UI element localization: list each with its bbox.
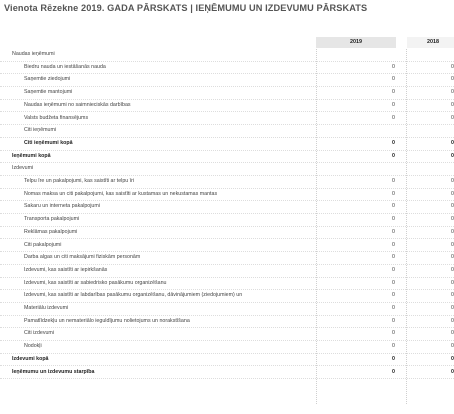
value-2019: 0 xyxy=(392,266,395,273)
row-label: Materiālu izdevumi xyxy=(24,305,69,311)
row-label: Citi ieņēmumi kopā xyxy=(24,139,73,146)
value-2018: 0 xyxy=(451,101,454,108)
row-label: Izdevumi, kas saistīti ar labdarības pasākumu organizēšanu, dāvinājumiem (ziedojumiem) un xyxy=(24,292,243,299)
value-2018: 0 xyxy=(451,216,454,223)
table-row xyxy=(0,240,454,253)
table-row xyxy=(0,189,454,202)
row-label: Ieņēmumi kopā xyxy=(12,152,51,159)
value-2018: 0 xyxy=(451,76,454,83)
value-2018: 0 xyxy=(451,114,454,121)
table-row xyxy=(0,303,454,316)
table-row xyxy=(0,252,454,265)
page-title: Vienota Rēzekne 2019. GADA PĀRSKATS | IEŅĒMUMU UN IZDEVUMU PĀRSKATS xyxy=(4,3,368,13)
table-row xyxy=(0,290,454,303)
value-2018: 0 xyxy=(451,330,454,337)
row-label: Nodokļi xyxy=(24,343,42,350)
value-2019: 0 xyxy=(392,216,395,223)
value-2018: 0 xyxy=(451,368,454,375)
value-2018: 0 xyxy=(451,228,454,235)
value-2018: 0 xyxy=(451,89,454,96)
value-2018: 0 xyxy=(451,139,454,146)
value-2019: 0 xyxy=(392,241,395,248)
value-2019: 0 xyxy=(392,368,395,375)
value-2019: 0 xyxy=(392,279,395,286)
row-label: Izdevumi, kas saistīti ar iepirkšanās xyxy=(24,266,108,273)
row-label: Izdevumi, kas saistīti ar sabiedrisko pasākumu organizēšanu xyxy=(24,279,167,286)
value-2019: 0 xyxy=(392,330,395,337)
value-2019: 0 xyxy=(392,89,395,96)
value-2019: 0 xyxy=(392,152,395,159)
table-row xyxy=(0,354,454,367)
row-label: Naudas ieņēmumi no saimnieciskās darbības xyxy=(24,101,131,108)
value-2018: 0 xyxy=(451,317,454,324)
table-row xyxy=(0,113,454,126)
value-2019: 0 xyxy=(392,254,395,261)
table-row xyxy=(0,87,454,100)
table-row xyxy=(0,341,454,354)
row-label: Naudas ieņēmumi xyxy=(12,51,55,57)
table-row xyxy=(0,201,454,214)
row-label: Citi pakalpojumi xyxy=(24,241,62,248)
row-label: Telpu īre un pakalpojumi, kas saistīti ar telpu īri xyxy=(24,178,135,184)
row-label: Izdevumi xyxy=(12,165,34,172)
row-label: Citi ieņēmumi xyxy=(24,127,57,134)
row-label: Nomas maksa un citi pakalpojumi, kas saistīti ar kustamas un nekustamas mantas xyxy=(24,190,218,197)
table-row xyxy=(0,163,454,176)
value-2018: 0 xyxy=(451,203,454,210)
row-label: Saņemtie ziedojumi xyxy=(24,76,71,83)
value-2018: 0 xyxy=(451,279,454,286)
value-2019: 0 xyxy=(392,317,395,324)
row-label: Darba algas un citi maksājumi fiziskām personām xyxy=(24,254,141,261)
value-2019: 0 xyxy=(392,178,395,184)
table-row xyxy=(0,62,454,75)
table-row xyxy=(0,316,454,329)
table-row xyxy=(0,328,454,341)
row-label: Sakaru un interneta pakalpojumi xyxy=(24,203,100,210)
row-label: Valsts budžeta finansējums xyxy=(24,114,89,121)
row-label: Izdevumi kopā xyxy=(12,355,49,362)
table-row xyxy=(0,138,454,151)
value-2019: 0 xyxy=(392,292,395,299)
value-2018: 0 xyxy=(451,254,454,261)
value-2019: 0 xyxy=(392,305,395,311)
value-2019: 0 xyxy=(392,76,395,83)
row-label: Pamatlīdzekļu un nemateriālo ieguldījumu nolietojums un norakstīšana xyxy=(24,317,190,324)
value-2018: 0 xyxy=(451,266,454,273)
table-row xyxy=(0,278,454,291)
value-2018: 0 xyxy=(451,152,454,159)
value-2018: 0 xyxy=(451,190,454,197)
value-2019: 0 xyxy=(392,228,395,235)
value-2018: 0 xyxy=(451,292,454,299)
value-2019: 0 xyxy=(392,101,395,108)
value-2019: 0 xyxy=(392,190,395,197)
value-2018: 0 xyxy=(451,178,454,184)
table-row xyxy=(0,265,454,278)
value-2018: 0 xyxy=(451,63,454,70)
value-2018: 0 xyxy=(451,241,454,248)
table-row xyxy=(0,367,454,380)
table-row xyxy=(0,176,454,189)
table-row xyxy=(0,100,454,113)
value-2019: 0 xyxy=(392,63,395,70)
value-2019: 0 xyxy=(392,343,395,350)
value-2019: 0 xyxy=(392,114,395,121)
row-label: Biedru nauda un iestāšanās nauda xyxy=(24,63,106,70)
column-header-2018: 2018 xyxy=(427,39,439,45)
table-row xyxy=(0,74,454,87)
value-2018: 0 xyxy=(451,355,454,362)
row-label: Saņemtie mantojumi xyxy=(24,89,73,96)
row-label: Transporta pakalpojumi xyxy=(24,216,80,223)
value-2018: 0 xyxy=(451,343,454,350)
value-2019: 0 xyxy=(392,139,395,146)
table-row xyxy=(0,125,454,138)
value-2019: 0 xyxy=(392,355,395,362)
row-label: Ieņēmumu un izdevumu starpība xyxy=(12,368,95,375)
table-row xyxy=(0,227,454,240)
row-label: Reklāmas pakalpojumi xyxy=(24,228,78,235)
column-header-2019: 2019 xyxy=(350,39,362,45)
value-2019: 0 xyxy=(392,203,395,210)
row-label: Citi izdevumi xyxy=(24,330,55,337)
value-2018: 0 xyxy=(451,305,454,311)
table-row xyxy=(0,49,454,62)
table-row xyxy=(0,214,454,227)
table-row xyxy=(0,151,454,164)
